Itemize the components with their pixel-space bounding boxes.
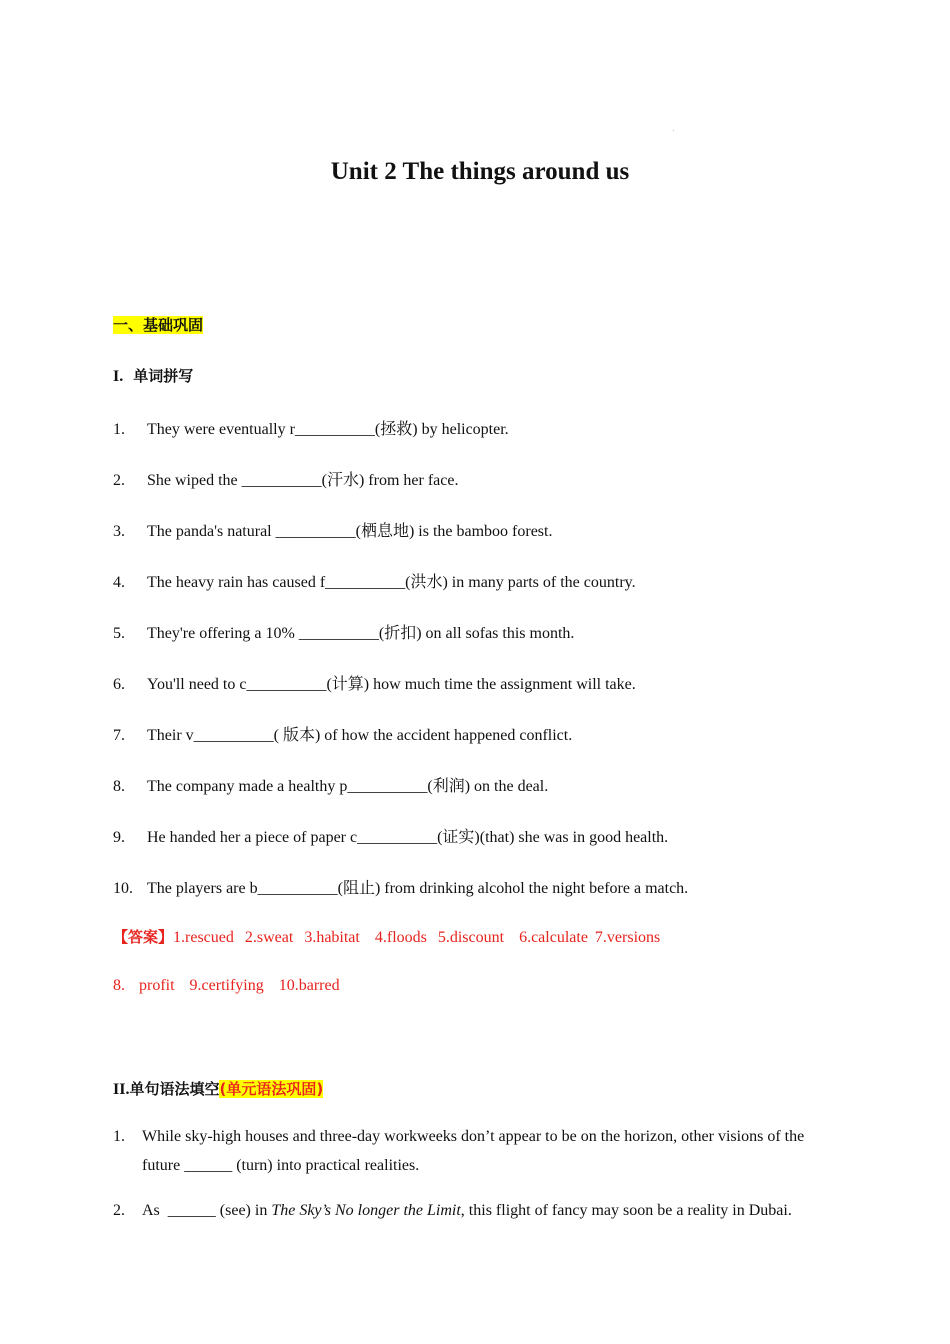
item-text: The players are b__________(阻止) from drinking alcohol the night before a match. <box>147 880 689 897</box>
item-text: You'll need to c__________(计算) how much time the assignment will take. <box>147 676 636 693</box>
list-item <box>113 1196 843 1225</box>
answer-item: 4.floods <box>374 929 427 946</box>
list-item <box>113 824 668 847</box>
part2-roman: II. <box>113 1081 130 1098</box>
answer-line-2 <box>113 977 340 995</box>
part2-tag: (单元语法巩固) <box>219 1080 324 1098</box>
section-heading <box>113 314 203 335</box>
item-text: They were eventually r__________(拯救) by helicopter. <box>147 421 509 438</box>
part1-heading <box>113 365 193 386</box>
answer-item: 10.barred <box>278 977 340 994</box>
item-text: While sky-high houses and three-day workweeks don’t appear to be on the horizon, other visions of the future ______ (turn) into practical realities. <box>142 1128 805 1174</box>
item-text: The company made a healthy p__________(利润) on the deal. <box>147 778 549 795</box>
item-number: 9. <box>113 829 125 846</box>
answer-item: 9.certifying <box>189 977 264 994</box>
answer-item: profit <box>139 977 175 994</box>
answer-item: 6.calculate <box>519 929 588 946</box>
item-text: She wiped the __________(汗水) from her face. <box>147 472 459 489</box>
part1-roman: I. <box>113 368 124 385</box>
book-title: The Sky’s No longer the Limit <box>271 1202 461 1219</box>
list-item <box>113 722 572 745</box>
section-label: 一、基础巩固 <box>113 316 204 334</box>
item-number: 7. <box>113 727 125 744</box>
list-item <box>113 416 509 439</box>
item-text: The heavy rain has caused f__________(洪水) in many parts of the country. <box>147 574 636 591</box>
item-number: 1. <box>113 1128 125 1145</box>
part1-label: 单词拼写 <box>133 367 194 385</box>
item-text <box>142 1196 843 1225</box>
page-title: Unit 2 The things around us <box>330 158 630 185</box>
item-number: 10. <box>113 880 133 897</box>
list-item <box>113 773 548 796</box>
item-number: 1. <box>113 421 125 438</box>
answer-item: 1.rescued <box>173 929 234 946</box>
list-item <box>113 620 574 643</box>
item-text: Their v__________( 版本) of how the accident happened conflict. <box>147 727 573 744</box>
item-number: 2. <box>113 1202 125 1219</box>
item-text: He handed her a piece of paper c__________(证实)(that) she was in good health. <box>147 829 669 846</box>
item-number: 2. <box>113 472 125 489</box>
item-text-pre: As ______ (see) in <box>142 1202 272 1219</box>
list-item <box>113 875 688 898</box>
list-item <box>113 1122 843 1180</box>
answer-item: 7.versions <box>594 929 661 946</box>
answer-item: 8. <box>113 977 125 994</box>
list-item <box>113 518 552 541</box>
part2-label: 单句语法填空 <box>129 1080 220 1098</box>
item-text-post: , this flight of fancy may soon be a reality in Dubai. <box>460 1202 792 1219</box>
item-number: 4. <box>113 574 125 591</box>
answer-item: 5.discount <box>437 929 505 946</box>
stray-dot <box>673 130 674 131</box>
item-number: 5. <box>113 625 125 642</box>
part2-heading <box>113 1078 323 1099</box>
item-text: They're offering a 10% __________(折扣) on all sofas this month. <box>147 625 575 642</box>
list-item <box>113 467 458 490</box>
list-item <box>113 671 636 694</box>
answer-tag: 【答案】 <box>113 928 174 946</box>
answer-line-1 <box>113 926 660 947</box>
item-number: 6. <box>113 676 125 693</box>
answer-item: 3.habitat <box>304 929 360 946</box>
item-text: The panda's natural __________(栖息地) is the bamboo forest. <box>147 523 553 540</box>
list-item <box>113 569 636 592</box>
item-number: 3. <box>113 523 125 540</box>
item-number: 8. <box>113 778 125 795</box>
answer-item: 2.sweat <box>244 929 294 946</box>
